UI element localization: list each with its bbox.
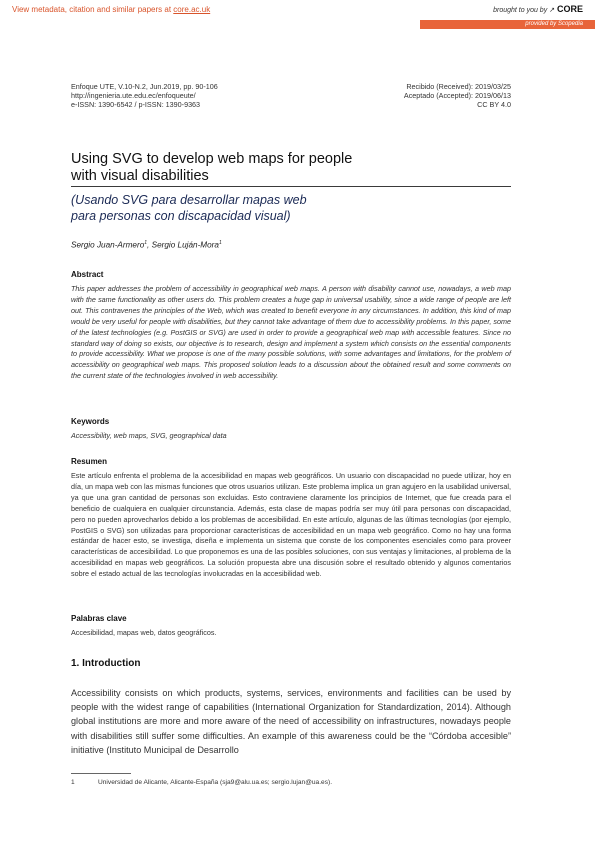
title-divider [71, 186, 511, 187]
core-link[interactable]: core.ac.uk [173, 5, 211, 14]
keywords-heading: Keywords [71, 417, 110, 426]
author-2: Sergio Luján-Mora [151, 240, 219, 250]
resumen-heading: Resumen [71, 457, 108, 466]
received-date: Recibido (Received): 2019/03/25 [406, 82, 511, 91]
license: CC BY 4.0 [477, 100, 511, 110]
keywords-text: Accessibility, web maps, SVG, geographical data [71, 431, 227, 440]
provider-bar [420, 20, 595, 29]
journal-citation: Enfoque UTE, V.10-N.2, Jun.2019, pp. 90-106 [71, 82, 218, 91]
resumen-text: Este artículo enfrenta el problema de la accesibilidad en mapas web geográficos. Un usuario con discapacidad no puede utilizar, hoy en día, un mapa web con las mismas funciones que otros usuarios utilizan. Este problema implica un gran agujero en la usabilidad universal, ya que una gran cantidad de personas son excluidas. Esto contraviene claramente los principios de Internet, que fue creada para el beneficio de cualquiera en cualquier circunstancia. Además, esta clase de mapas podría ser muy útil para personas con discapacidad, pero no pueden aprovecharlos debido a los problemas de accesibilidad. En este artículo, algunas de las últimas tecnologías (por ejemplo, PostGIS o SVG) son utilizadas para proporcionar características de accesibilidad en un mapa web geográfico. Como no hay una forma estándar de hacer esto, se investiga, diseña e implementa un sistema que conste de los componentes esenciales como para proveer características de accesibilidad. Lo que proponemos es una de las posibles soluciones, con sus ventajas y limitaciones, al problema de la accesibilidad en mapas web geográficos. La solución propuesta abre una discusión sobre el resultado obtenido y algunos comentarios sobre el estado actual de las tecnologías involucradas en la accesibilidad web. [71, 471, 511, 579]
palabras-text: Accesibilidad, mapas web, datos geográficos. [71, 628, 217, 637]
authors: Sergio Juan-Armero$^1$, Sergio Luján-Mora$^1$ [71, 240, 222, 250]
paper-subtitle: (Usando SVG para desarrollar mapas web para personas con discapacidad visual) [71, 193, 307, 223]
footnote-number: 1 [71, 779, 75, 786]
brought-by-text: brought to you by ↗ CORE [493, 4, 583, 14]
core-logo-icon: ↗ [549, 7, 556, 14]
intro-text: Accessibility consists on which products, systems, services, environments and facilities can be used by people with the widest range of capabilities (International Organization for Standardization, 2014). Although global institutions are more and more aware of the need of accessibility on infrastructures, nowadays people with disabilities still suffer some difficulties. An example of this awareness could be the “Córdoba accesible” initiative (Instituto Municipal de Desarrollo [71, 688, 511, 755]
provided-by-text[interactable]: provided by Scopedia [525, 21, 583, 27]
journal-meta [71, 82, 218, 110]
palabras-heading: Palabras clave [71, 614, 127, 623]
accepted-date: Aceptado (Accepted): 2019/06/13 [403, 91, 511, 101]
core-logo-text: CORE [556, 4, 583, 14]
dates-meta [404, 82, 511, 110]
abstract-text: This paper addresses the problem of accessibility in geographical web maps. A person with disability cannot use, nowadays, a web map with the same functionality as other users do. This problem creates a huge gap in universal usability, since a wide range of people are left out. This contravenes the principles of the Web, which was created to benefit everyone in any circumstances. In addition, this kind of map would be very useful for people with disabilities, but they cannot take advantage of them due to accessibility problems. In this paper, some of the latest technologies (e.g. PostGIS or SVG) are used in order to provide a geographical web map with accessible features. Since no standard way of doing so exists, our objective is to research, design and implement a system which consists on the essential components to provide accessibility. What we propose is one of the many possible solutions, with some advantages and limitations, for the problem of accessibility on geographical web maps. This proposed solution leads to a discussion about the obtained result and some comments on the current state of the technologies involved in web accessibility. [71, 284, 511, 381]
footnote-divider [71, 773, 131, 774]
footnote [71, 779, 332, 786]
view-metadata-text: View metadata, citation and similar papers at core.ac.uk [12, 5, 211, 14]
abstract-heading: Abstract [71, 270, 104, 279]
core-banner [0, 0, 595, 20]
paper-title: Using SVG to develop web maps for people with visual disabilities [71, 151, 353, 184]
footnote-text: Universidad de Alicante, Alicante-España (sja9@alu.ua.es; sergio.lujan@ua.es). [98, 779, 333, 786]
intro-heading: 1. Introduction [71, 658, 141, 669]
author-1: Sergio Juan-Armero [71, 240, 145, 250]
journal-url[interactable]: http://ingenieria.ute.edu.ec/enfoqueute/ [71, 91, 196, 101]
journal-issn: e-ISSN: 1390-6542 / p-ISSN: 1390-9363 [71, 100, 201, 110]
